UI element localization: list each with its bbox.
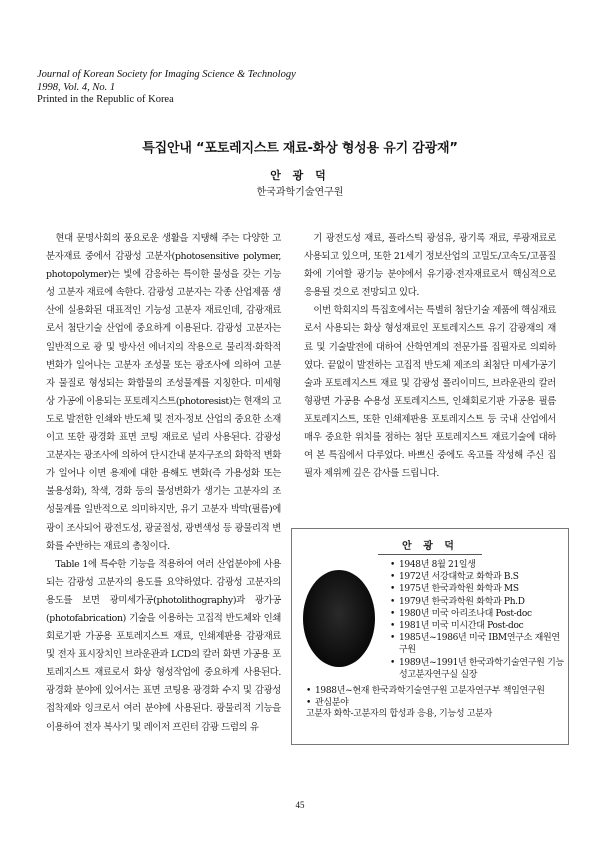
journal-printed: Printed in the Republic of Korea (37, 94, 174, 105)
career-item: • 1972년 서강대학교 화학과 B.S (390, 571, 566, 583)
current-position: • 1988년~현재 한국과학기술연구원 고분자연구부 책임연구원 (306, 686, 561, 698)
research-field-text: 고분자 화학-고분자의 합성과 응용, 기능성 고분자 (306, 709, 492, 719)
journal-volume: 1998, Vol. 4, No. 1 (37, 81, 116, 93)
career-item: • 1975년 한국과학원 화학과 MS (390, 583, 566, 595)
career-list (390, 559, 566, 681)
author-photo (303, 570, 375, 667)
journal-name: Journal of Korean Society for Imaging Science & Technology (37, 69, 296, 80)
career-item: • 1979년 한국과학원 화학과 Ph.D (390, 596, 566, 608)
author-bio-box (291, 528, 569, 745)
body-right-column (304, 230, 556, 483)
body-paragraph: Table 1에 특수한 기능을 적용하여 여러 산업분야에 사용되는 감광성 고분자의 용도를 요약하였다. 감광성 고분자의 용도를 보면 광미세가공(photolithography)과 광가공(photofabrication) 기술을 이용하는 고집적 반도체와 인쇄회로기판 가공용 포토레지스트 재료, 인쇄제판용 감광재료 및 전자 표시장치인 브라운관과 LCD의 칼러 화면 가공용 포토레지스트 재료로서 화상 형성작업에 중요하게 사용된다. 광경화 분야에 있어서는 표면 코팅용 광경화 수지 및 감광성 접착제와 잉크로서 여러 분야에 사용된다. 광물리적 기능을 이용하여 전자 복사기 및 레이저 프린터 감광 드럼의 유 (46, 558, 281, 733)
bio-title-rule (378, 554, 482, 555)
journal-header (37, 69, 296, 107)
career-item: • 1989년~1991년 한국과학기술연구원 기능성고분자연구실 실장 (390, 657, 566, 681)
career-item: • 1985년~1986년 미국 IBM연구소 재원연구원 (390, 632, 566, 656)
bio-lower (306, 686, 561, 721)
body-left-column (46, 230, 281, 737)
author-name: 안 광 덕 (270, 169, 330, 182)
article-title: 특집안내 “포토레지스트 재료-화상 형성용 유기 감광재” (142, 141, 458, 156)
body-paragraph: 기 광전도성 재료, 플라스틱 광섬유, 광기록 재료, 루광재료로 사용되고 있으며, 또한 21세기 정보산업의 고밀도/고속도/고품질화에 기여할 광기능 분야에서 유기광·전자재료로서 핵심적으로 응용될 것으로 전망되고 있다. (304, 233, 556, 299)
body-paragraph: 이번 학회지의 특집호에서는 특별히 첨단기술 제품에 핵심재료로서 사용되는 화상 형성재료인 포토레지스트 유기 감광재의 재료 및 기술발전에 대하여 산학연계의 전문가를 집필자로 의뢰하였다. 끝없이 발전하는 고집적 반도체 제조의 최첨단 미세가공기술과 포토레지스트 재료 및 감광성 폴리이미드, 브라운관의 칼러 형광면 가공용 수용성 포토레지스트, 인쇄회로기판 가공용 필름 포토레지스트, 또한 인쇄제판용 포토레지스트 등 국내 산업에서 매우 중요한 위치를 점하는 첨단 포토레지스트 재료기술에 대하여 본 특집에서 다루었다. 바쁘신 중에도 옥고를 작성해 주신 집필자 제위께 깊은 감사를 드립니다. (304, 305, 556, 480)
page-number: 45 (295, 800, 305, 810)
author-affiliation: 한국과학기술연구원 (256, 187, 344, 198)
body-paragraph: 현대 문명사회의 풍요로운 생활을 지탱해 주는 다양한 고분자재료 중에서 감광성 고분자(photosensitive polymer, photopolymer)는 빛에 감응하는 특이한 물성을 갖는 기능성 고분자 재료에 속한다. 감광성 고분자는 각종 산업제품 생산에 실용화된 대표적인 기능성 고분자 재료인데, 감광재료로서 첨단기술 산업에 중요하게 이용된다. 감광성 고분자는 일반적으로 광 및 방사선 에너지의 작용으로 물리적·화학적 변화가 일어나는 고분자 조성물 또는 광조사에 의하여 고분자 물질로 형성되는 화합물의 조성물계를 지칭한다. 미세형상 가공에 이용되는 포토레지스트(photoresist)는 현재의 고도로 발전한 인쇄와 반도체 및 전자·정보 산업의 중요한 소재이고 또한 광경화 표면 코팅 재료로 널리 사용된다. 감광성 고분자는 광조사에 의하여 단시간내 분자구조의 화학적 변화가 일어나 이면 용제에 대한 용해도 변화(즉 가용성화 또는 불용성화), 착색, 경화 등의 물성변화가 생기는 고분자의 조성물계를 일반적으로 의미하지만, 유기 고분자 박막(필름)에 광이 조사되어 광전도성, 광굴절성, 광변색성 등 광물리적 변화를 수반하는 재료의 총칭이다. (46, 233, 281, 552)
career-item: • 1980년 미국 아리조나대 Post-doc (390, 608, 566, 620)
career-item: • 1948년 8월 21일생 (390, 559, 566, 571)
research-field-label: • 관심분야 (306, 698, 561, 710)
bio-title: 안 광 덕 (402, 541, 458, 552)
career-item: • 1981년 미국 미시간대 Post-doc (390, 620, 566, 632)
